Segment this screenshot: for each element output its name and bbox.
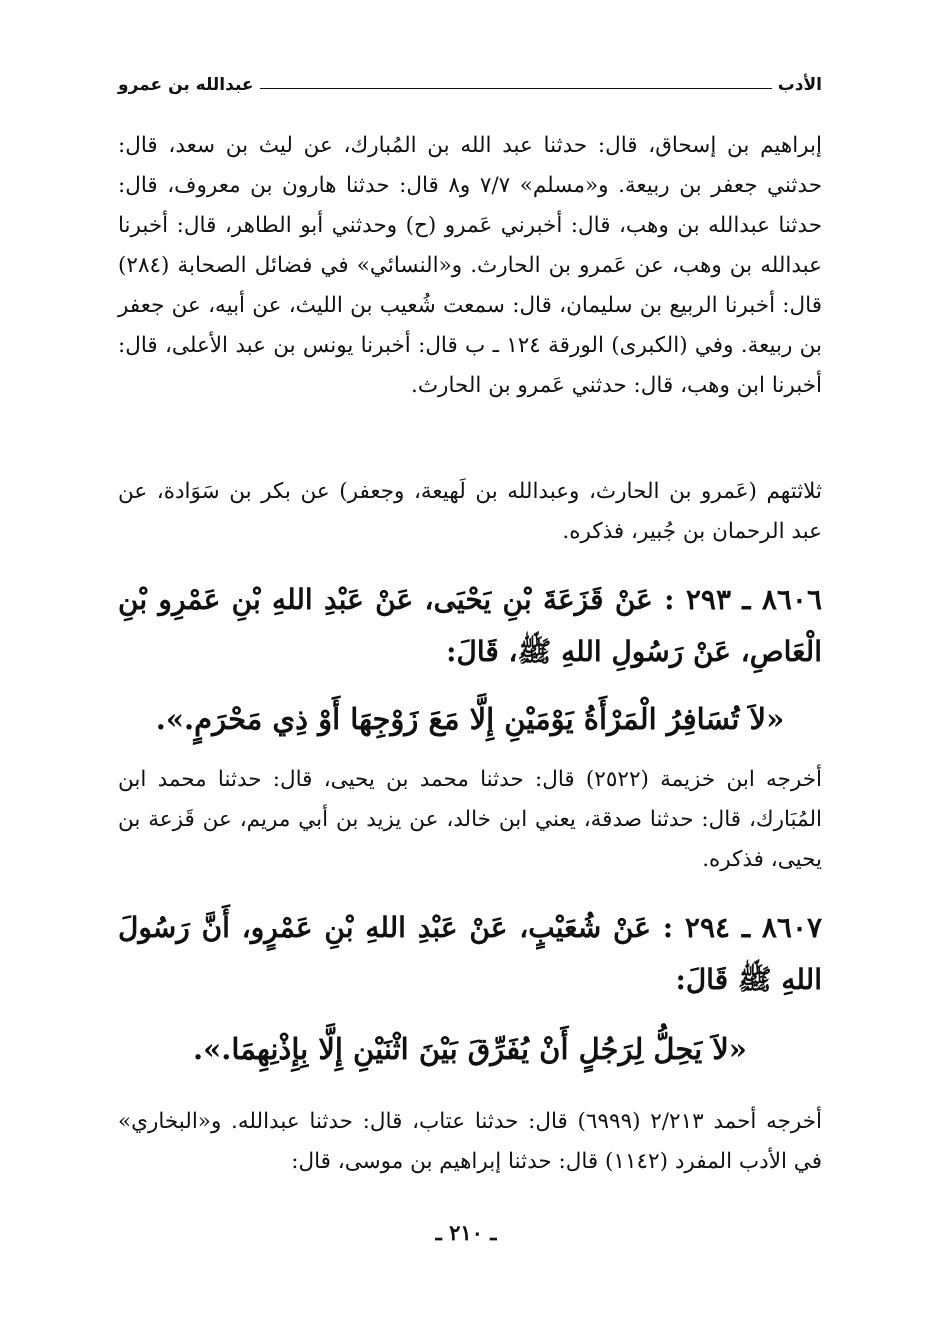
running-header [118,70,822,100]
hadith-8606-isnad [118,574,822,678]
header-rule [260,88,772,89]
header-section-title: الأدب [777,75,822,95]
hadith-8607-matn: «لاَ يَحِلُّ لِرَجُلٍ أَنْ يُفَرِّقَ بَيْنَ اثْنَيْنِ إِلَّا بِإِذْنِهِمَا.». [193,1032,747,1066]
hadith-isnad-text: : عَنْ شُعَيْبٍ، عَنْ عَبْدِ اللهِ بْنِ عَمْرٍو، أَنَّ رَسُولَ اللهِ ﷺ قَالَ: [118,911,822,996]
hadith-isnad-text: : عَنْ قَزَعَةَ بْنِ يَحْيَى، عَنْ عَبْدِ اللهِ بْنِ عَمْرِو بْنِ الْعَاصِ، عَنْ رَسُولِ اللهِ ﷺ، قَالَ: [118,583,822,668]
hadith-8606-matn: «لاَ تُسَافِرُ الْمَرْأَةُ يَوْمَيْنِ إِلَّا مَعَ زَوْجِهَا أَوْ ذِي مَحْرَمٍ.». [155,702,785,736]
intro-paragraph: إبراهيم بن إسحاق، قال: حدثنا عبد الله بن المُبارك، عن ليث بن سعد، قال: حدثني جعفر بن ربيعة. و«مسلم» ٧/٧ و٨ قال: حدثنا هارون بن معروف، قال: حدثنا عبدالله بن وهب، قال: أخبرني عَمرو (ح) وحدثني أبو الطاهر، قال: أخبرنا عبدالله بن وهب، عن عَمرو بن الحارث. و«النسائي» في فضائل الصحابة (٢٨٤) قال: أخبرنا الربيع بن سليمان، قال: سمعت شُعيب بن الليث، عن أبيه، عن جعفر بن ربيعة. وفي (الكبرى) الورقة ١٢٤ ـ ب قال: أخبرنا يونس بن عبد الأعلى، قال: أخبرنا ابن وهب، قال: حدثني عَمرو بن الحارث. [118,133,822,398]
chain-paragraph: ثلاثتهم (عَمرو بن الحارث، وعبدالله بن لَهيعة، وجعفر) عن بكر بن سَوَادة، عن عبد الرحمان بن جُبير، فذكره. [118,479,822,544]
hadith-8606-takhrij: أخرجه ابن خزيمة (٢٥٢٢) قال: حدثنا محمد بن يحيى، قال: حدثنا محمد ابن المُبَارك، قال: حدثنا صدقة، يعني ابن خالد، عن يزيد بن أبي مريم، عن قَزعة بن يحيى، فذكره. [118,767,822,872]
hadith-number: ٨٦٠٦ ـ ٢٩٣ [685,583,822,616]
hadith-number: ٨٦٠٧ ـ ٢٩٤ [684,911,823,944]
hadith-8607-takhrij: أخرجه أحمد ٢/٢١٣ (٦٩٩٩) قال: حدثنا عتاب، قال: حدثنا عبدالله. و«البخاري» في الأدب المفرد (١١٤٢) قال: حدثنا إبراهيم بن موسى، قال: [118,1109,823,1174]
page-number: ـ ٢١٠ ـ [435,1220,497,1245]
hadith-8607-isnad [118,902,822,1006]
header-narrator-name: عبدالله بن عمرو [118,75,254,95]
